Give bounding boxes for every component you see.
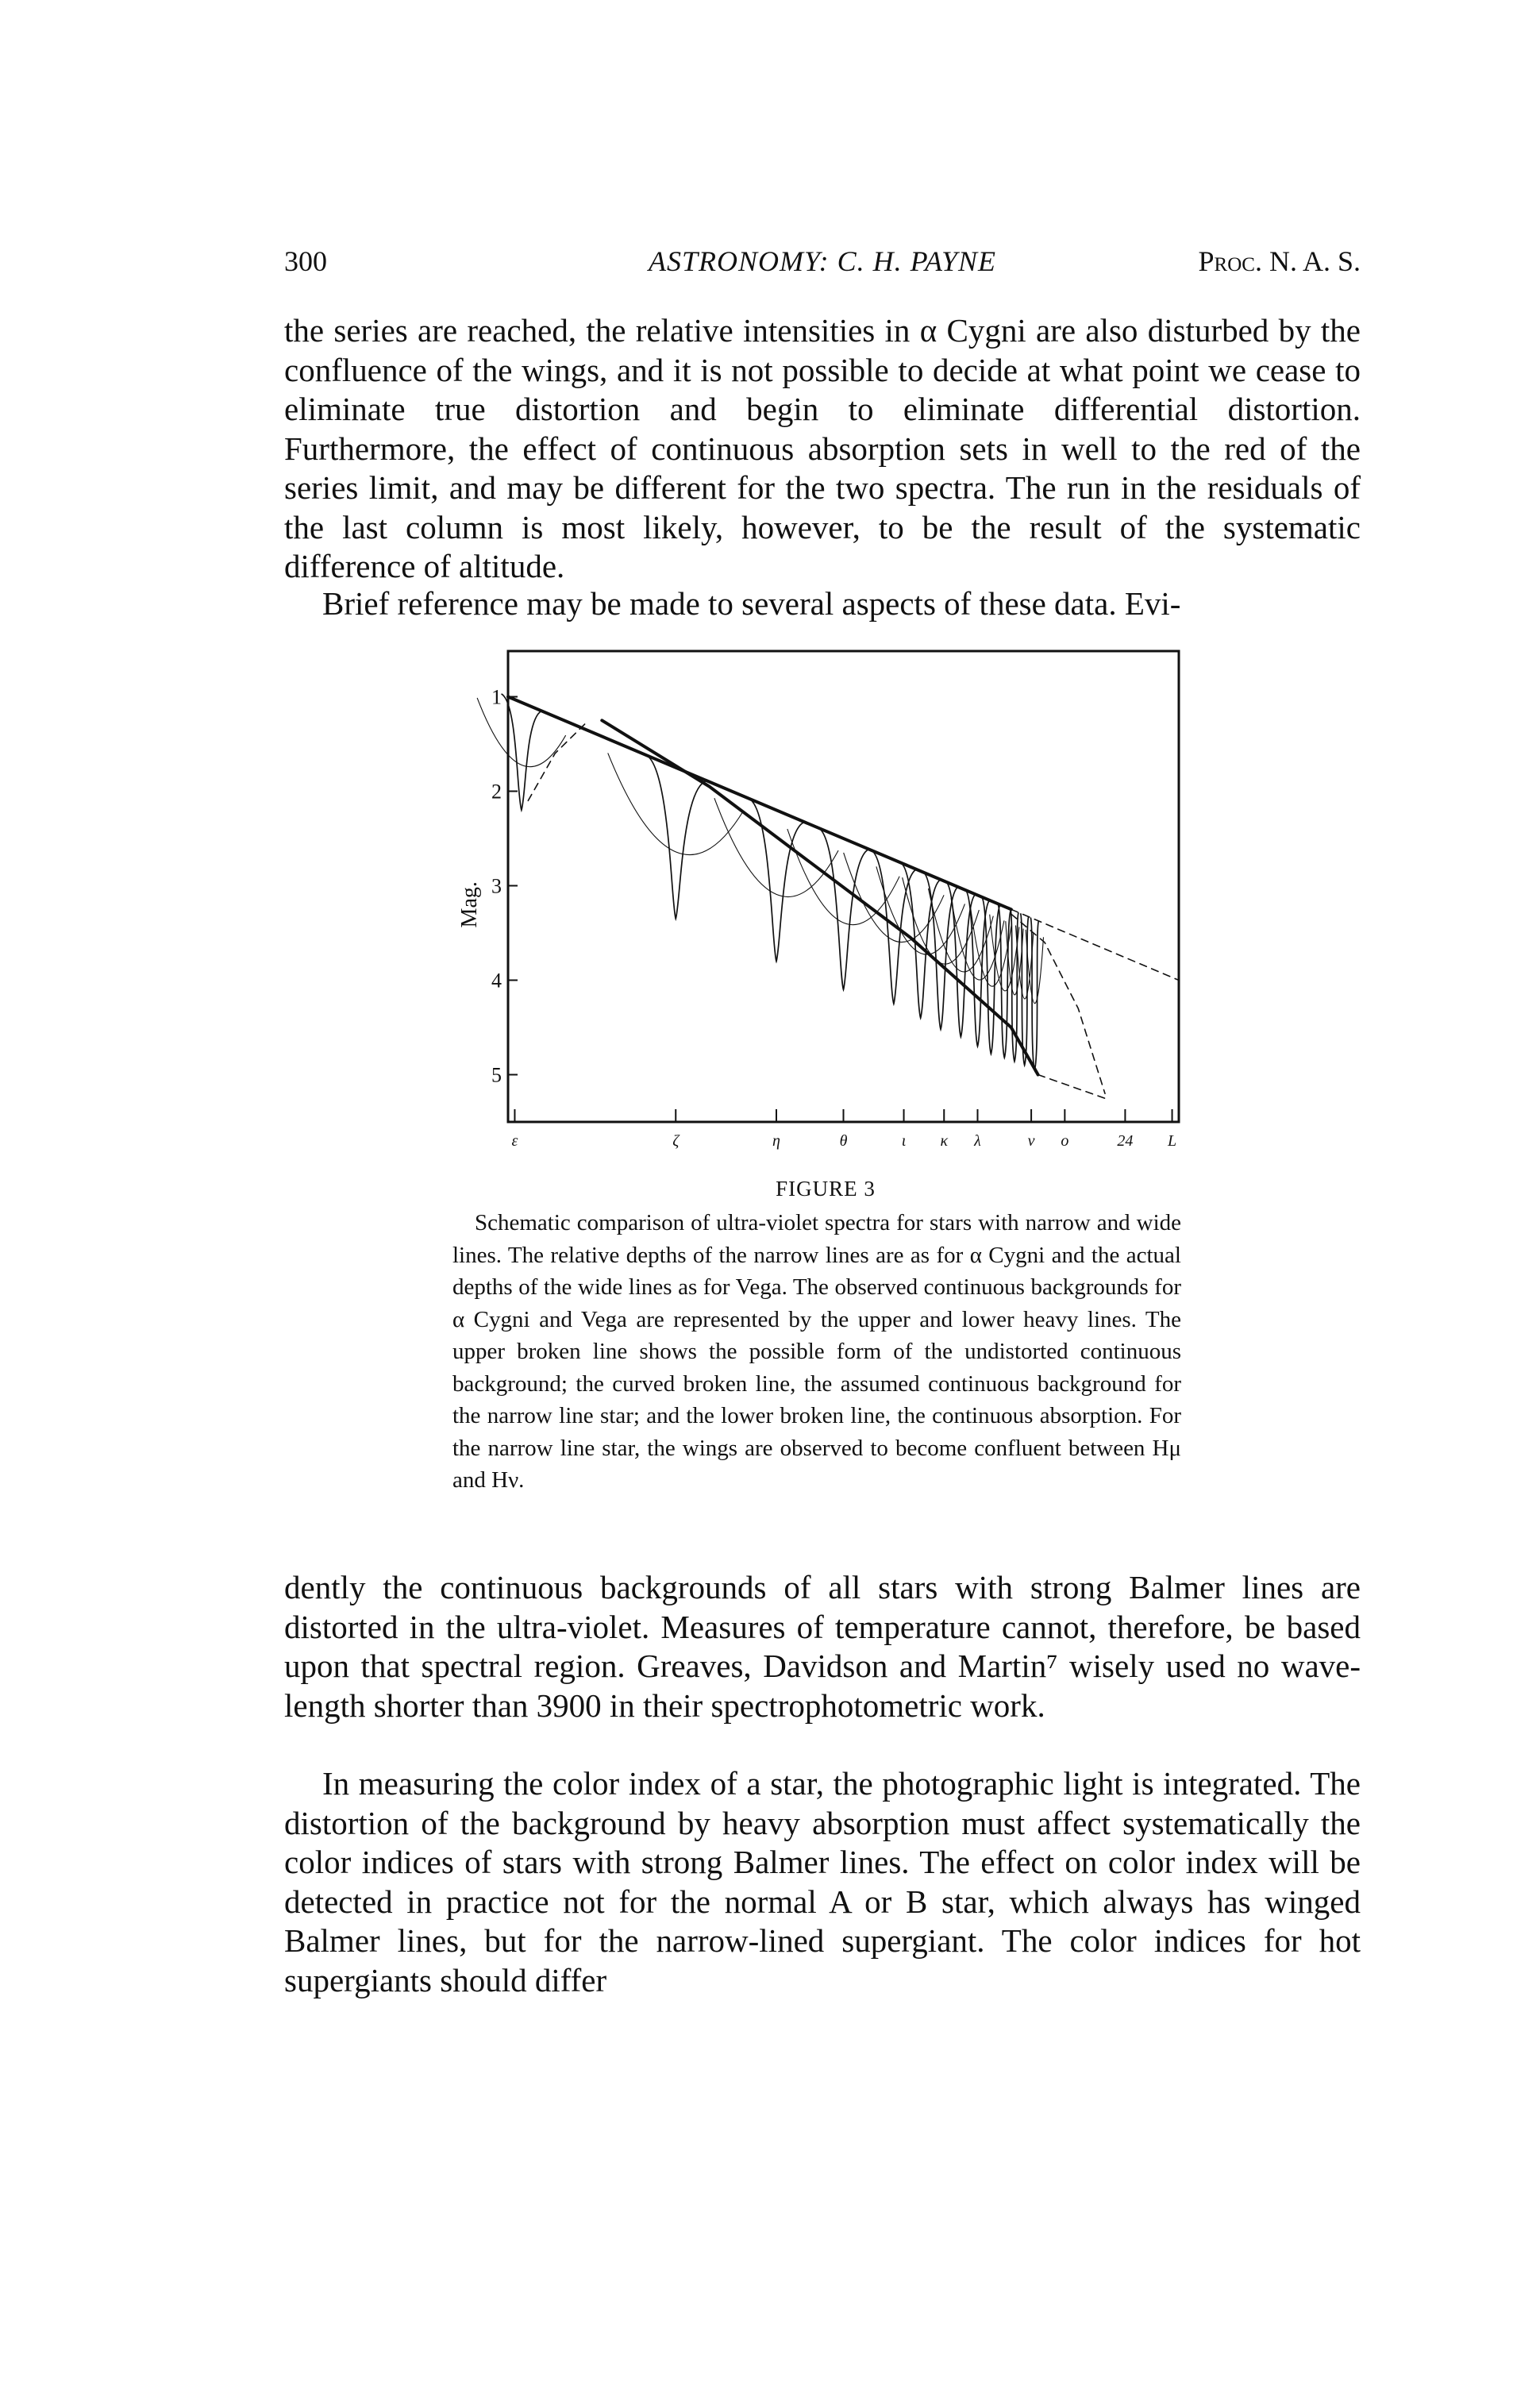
x-tick-label: ζ — [672, 1132, 680, 1150]
paragraph-brief-reference: Brief reference may be made to several aspects of these data. Evi- — [322, 585, 1181, 622]
heavy-line — [508, 697, 1011, 910]
x-tick-label: ο — [1061, 1132, 1069, 1150]
y-tick-label: 5 — [491, 1063, 502, 1087]
broken-line — [528, 720, 588, 800]
y-tick-label: 1 — [491, 685, 502, 709]
y-axis-label: Mag. — [457, 881, 482, 928]
x-tick-label: θ — [839, 1132, 848, 1150]
x-tick-label: κ — [940, 1132, 949, 1150]
y-tick-label: 2 — [491, 780, 502, 804]
heavy-line — [602, 720, 1038, 1074]
x-tick-label: L — [1167, 1132, 1177, 1150]
running-title: ASTRONOMY: C. H. PAYNE — [648, 245, 997, 277]
paragraph-backgrounds: dently the continuous backgrounds of all stars with strong Balmer lines are distorted in the ultra-violet. Measures of temperature cannot, therefore, be based upon that spectral region. Greaves, Davidson and Martin⁷ wisely used no wave-length shorter than 3900 in their spectrophotometric work. — [284, 1569, 1361, 1724]
journal-abbreviation: Proc. N. A. S. — [1198, 245, 1361, 277]
x-tick-label: 24 — [1117, 1132, 1134, 1150]
y-tick-label: 4 — [491, 969, 502, 992]
broken-line — [1011, 914, 1105, 1093]
wide-line-wing — [477, 698, 566, 767]
x-tick-label: λ — [974, 1132, 981, 1150]
figure-caption: Schematic comparison of ultra-violet spectra for stars with narrow and wide lines. The relative depths of the narrow lines are as for α Cygni and the actual depths of the wide lines as for Vega. The observed continuous backgrounds for α Cygni and Vega are represented by the upper and lower heavy lines. The upper broken line shows the possible form of the undistorted continuous background; the curved broken line, the assumed continuous background for the narrow line star; and the lower broken line, the continuous absorption. For the narrow line star, the wings are observed to become confluent between Hμ and Hν. — [452, 1210, 1181, 1493]
figure-3-chart — [445, 649, 1207, 1174]
paragraph-continuation: the series are reached, the relative intensities in α Cygni are also disturbed by the confluence of the wings, and it is not possible to decide at what point we cease to eliminate true distortion and begin to eliminate differential distortion. Furthermore, the effect of continuous absorption sets in well to the red of the series limit, and may be different for the two spectra. The run in the residuals of the last column is most likely, however, to be the result of the systematic difference of altitude. — [284, 312, 1361, 584]
figure-label: FIGURE 3 — [776, 1177, 876, 1201]
wide-line-wing — [1026, 930, 1043, 1004]
x-tick-label: ι — [901, 1132, 907, 1150]
x-tick-label: ν — [1027, 1132, 1035, 1150]
x-tick-label: η — [772, 1132, 780, 1150]
wide-line-wing — [876, 866, 965, 954]
broken-line — [1011, 909, 1179, 980]
y-tick-label: 3 — [491, 874, 502, 898]
x-tick-label: ε — [511, 1132, 518, 1150]
page-number: 300 — [284, 245, 327, 277]
wide-line-wing — [787, 829, 899, 925]
wide-line-wing — [714, 798, 838, 896]
broken-line — [1038, 1075, 1105, 1099]
running-header — [284, 245, 1361, 284]
chart-svg — [445, 649, 1207, 1174]
paragraph-color-index: In measuring the color index of a star, the photographic light is integrated. The distortion of the background by heavy absorption must affect systematically the color indices of stars with strong Balmer lines. The effect on color index will be detected in practice not for the normal A or B star, which always has winged Balmer lines, but for the narrow-lined supergiant. The color indices for hot supergiants should differ — [284, 1765, 1361, 1998]
